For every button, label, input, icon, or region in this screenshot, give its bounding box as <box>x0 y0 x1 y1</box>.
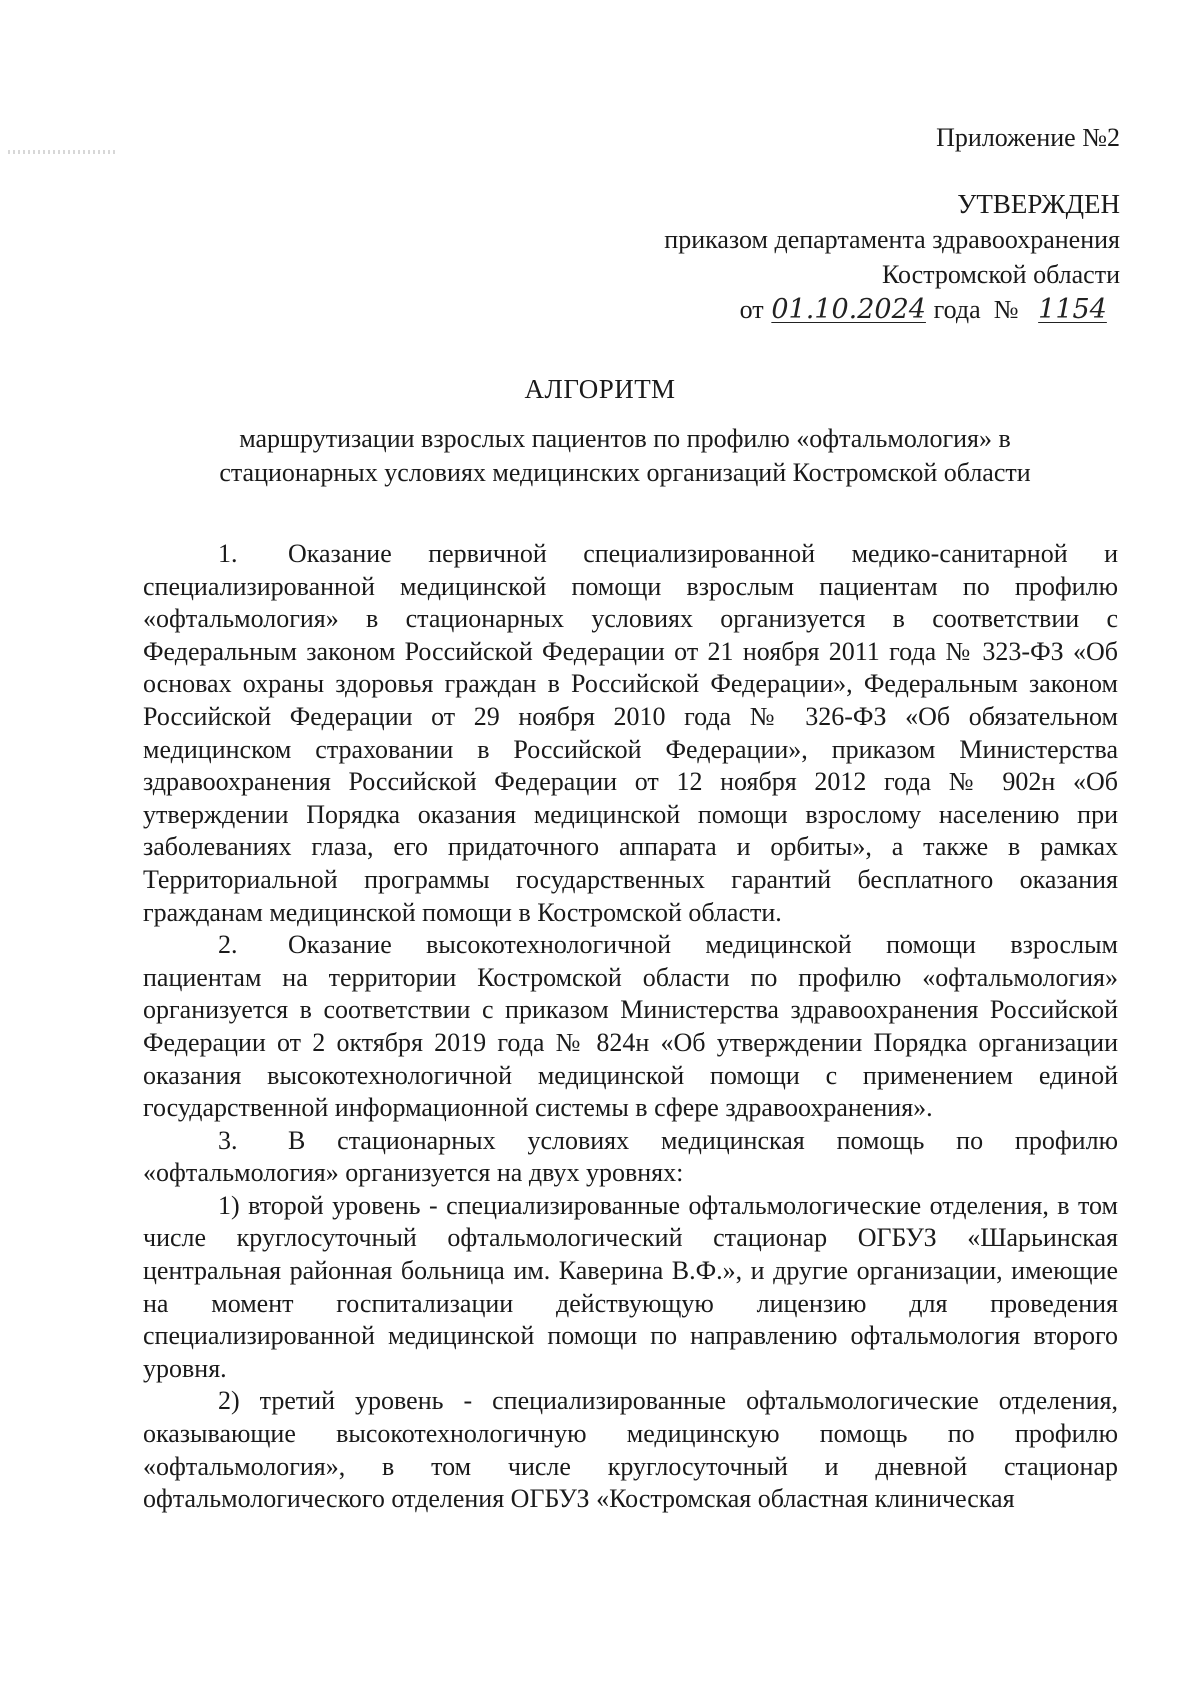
paragraph-text: Оказание высокотехнологичной медицинской помощи взрослым пациентам на территории Костромской области по профилю «офтальмология» организуется в соответствии с приказом Министерства здравоохранения Российской Федерации от 2 октября 2019 года № 824н «Об утверждении Порядка организации оказания высокотехнологичной медицинской помощи с применением единой государственной информационной системы в сфере здравоохранения». <box>143 930 1118 1123</box>
paragraph-3-item-2 <box>143 1385 1118 1515</box>
approval-block <box>664 187 1120 327</box>
scan-artifact <box>8 150 118 154</box>
approval-line-2: Костромской области <box>881 260 1120 289</box>
paragraph-number: 1. <box>218 539 238 568</box>
paragraph-3 <box>143 1125 1118 1190</box>
paragraph-text: 2) третий уровень - специализированные офтальмологические отделения, оказывающие высокотехнологичную медицинскую помощь по профилю «офтальмология», в том числе круглосуточный и дневной стационар офтальмологического отделения ОГБУЗ «Костромская областная клиническая <box>143 1386 1118 1514</box>
document-title: АЛГОРИТМ <box>524 374 676 404</box>
order-prefix: от <box>739 295 764 324</box>
approval-title: УТВЕРЖДЕН <box>957 189 1120 219</box>
appendix-label <box>936 120 1120 155</box>
paragraph-text: 1) второй уровень - специализированные офтальмологические отделения, в том числе круглосуточный офтальмологический стационар ОГБУЗ «Шарьинская центральная районная больница им. Каверина В.Ф.», и другие организации, имеющие на момент госпитализации действующую лицензию для проведения специализированной медицинской помощи по направлению офтальмология второго уровня. <box>143 1190 1118 1383</box>
paragraph-text: Оказание первичной специализированной медико-санитарной и специализированной медицинской помощи взрослым пациентам по профилю «офтальмология» в стационарных условиях организуется в соответствии с Федеральным законом Российской Федерации от 21 ноября 2011 года № 323-ФЗ «Об основах охраны здоровья граждан в Российской Федерации», Федеральным законом Российской Федерации от 29 ноября 2010 года № 326-ФЗ «Об обязательном медицинском страховании в Российской Федерации», приказом Министерства здравоохранения Российской Федерации от 12 ноября 2012 года № 902н «Об утверждении Порядка оказания медицинской помощи взрослому населению при заболеваниях глаза, его придаточного аппарата и орбиты», а также в рамках Территориальной программы государственных гарантий бесплатного оказания гражданам медицинской помощи в Костромской области. <box>143 539 1118 927</box>
subtitle-line-2: стационарных условиях медицинских организаций Костромской области <box>219 458 1031 487</box>
appendix-text: Приложение №2 <box>936 123 1120 152</box>
document-body <box>143 538 1118 1516</box>
paragraph-2 <box>143 929 1118 1125</box>
subtitle-line-1: маршрутизации взрослых пациентов по профилю «офтальмология» в <box>239 424 1011 453</box>
order-year-word: года <box>933 295 981 324</box>
handwritten-order-date: 01.10.2024 <box>771 294 926 325</box>
approval-line-1: приказом департамента здравоохранения <box>664 225 1120 254</box>
paragraph-number: 2. <box>218 930 238 960</box>
paragraph-3-item-1 <box>143 1190 1118 1386</box>
order-number-sign: № <box>993 295 1019 324</box>
document-subtitle <box>175 422 1075 490</box>
handwritten-order-number: 1154 <box>1038 294 1107 325</box>
paragraph-number: 3. <box>218 1125 238 1155</box>
paragraph-1 <box>143 538 1118 929</box>
paragraph-text: В стационарных условиях медицинская помощь по профилю «офтальмология» организуется на двух уровнях: <box>143 1125 1118 1188</box>
order-reference <box>664 292 1120 327</box>
